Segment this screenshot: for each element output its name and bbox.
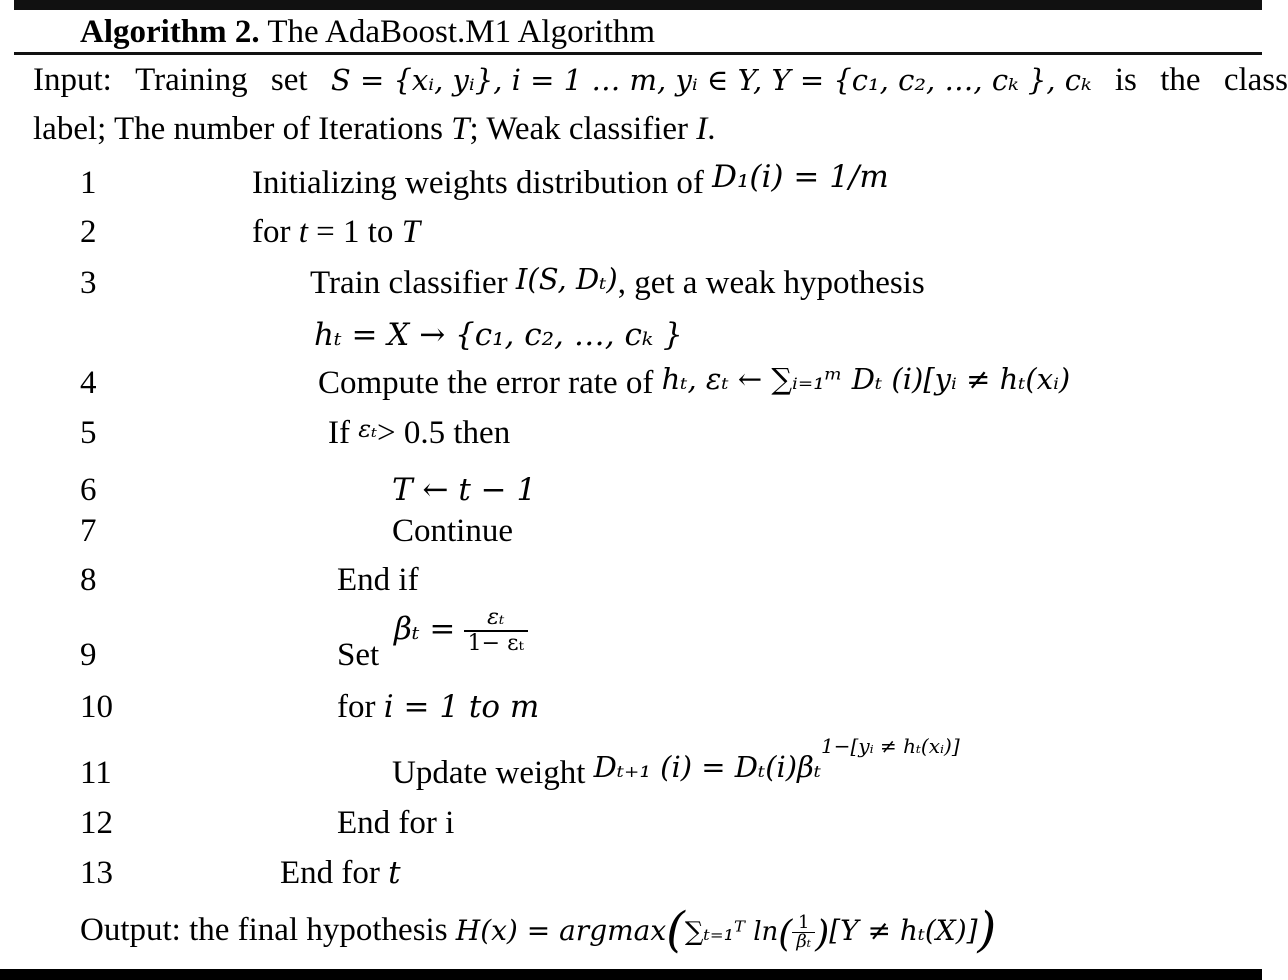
input-word: set	[270, 62, 308, 98]
input-line-1	[33, 60, 1288, 100]
input-text: label; The number of Iterations	[33, 111, 452, 147]
fraction-numerator: εₜ	[464, 606, 528, 632]
output-formula	[455, 902, 997, 958]
title-rule	[14, 52, 1262, 55]
fraction-numerator: 1	[792, 914, 815, 933]
step-text: for	[252, 214, 299, 250]
top-rule	[14, 0, 1262, 10]
fraction-denominator: βₜ	[796, 931, 812, 952]
title-text: The AdaBoost.M1 Algorithm	[267, 14, 656, 50]
input-word: Training	[135, 62, 248, 98]
fraction	[464, 606, 528, 656]
step-text: End for i	[337, 805, 455, 841]
step-math: D₁(i) = 1/m	[712, 159, 889, 195]
step-number: 6	[80, 472, 97, 508]
step-var: t	[388, 855, 401, 891]
step-12	[337, 803, 454, 843]
step-text: End if	[337, 562, 419, 598]
step-3	[310, 263, 925, 303]
step-math: i = 1 to m	[383, 689, 540, 725]
input-word: the	[1160, 62, 1201, 98]
step-2	[252, 212, 420, 252]
output-math: H(x) = arg	[455, 914, 608, 947]
step-text: Initializing weights distribution of	[252, 165, 713, 201]
step-math: I(S, Dₜ)	[515, 262, 618, 296]
step-number: 11	[80, 755, 112, 791]
step-7	[392, 511, 513, 551]
step-number: 13	[80, 855, 113, 891]
step-math: hₜ = X → {c₁, c₂, …, cₖ }	[314, 317, 683, 353]
step-text: Continue	[392, 513, 513, 549]
step-8	[337, 560, 419, 600]
step-math: T ← t − 1	[392, 472, 537, 508]
input-word: class	[1223, 62, 1288, 98]
fraction	[792, 914, 815, 951]
step-math: βₜ =	[394, 611, 456, 647]
paren-close: )	[977, 902, 997, 958]
step-number: 9	[80, 637, 97, 673]
step-text: Compute the error rate of	[318, 365, 662, 401]
step-13	[280, 853, 401, 893]
step-text: , get a weak hypothesis	[617, 265, 925, 301]
step-text: > 0.5 then	[377, 415, 511, 451]
step-number: 2	[80, 214, 97, 250]
step-text: Train classifier	[310, 265, 516, 301]
classifier-symbol: I	[696, 111, 708, 147]
paren-open: (	[778, 914, 793, 955]
input-label: Input:	[33, 62, 112, 98]
paren-close: )	[815, 914, 830, 955]
step-number: 12	[80, 805, 113, 841]
step-number: 4	[80, 365, 97, 401]
output-line	[80, 902, 997, 958]
step-text: for	[337, 689, 384, 725]
input-set-expression: S = {xᵢ, yᵢ}, i = 1 … m, yᵢ ∈ Y, Y = {c₁, c₂, …, cₖ }, cₖ	[330, 63, 1092, 97]
fraction-denominator: 1− εₜ	[467, 631, 524, 657]
step-text: = 1 to	[307, 214, 402, 250]
output-math: [Y ≠ hₜ(X)]	[829, 914, 978, 947]
step-4	[318, 363, 1070, 403]
step-1	[252, 159, 889, 203]
step-text: If	[328, 415, 359, 451]
step-9-formula	[394, 604, 528, 656]
step-exponent: 1−[yᵢ ≠ hₜ(xᵢ)]	[821, 734, 960, 758]
iterations-symbol: T	[451, 111, 470, 147]
step-6	[392, 470, 536, 510]
step-number: 1	[80, 165, 97, 201]
step-text: Update weight	[392, 755, 594, 791]
step-number: 7	[80, 513, 97, 549]
paren-open: (	[666, 902, 685, 958]
title-bold: Algorithm 2.	[80, 14, 260, 50]
step-9-label	[337, 635, 379, 675]
input-word: is	[1114, 62, 1137, 98]
step-5	[328, 413, 510, 455]
output-math: max	[607, 914, 667, 947]
output-sum: ∑ₜ₌₁ᵀ ln	[684, 917, 779, 947]
step-number: 8	[80, 562, 97, 598]
step-math: hₜ, εₜ ← ∑ᵢ₌₁ᵐ Dₜ (i)[yᵢ ≠ hₜ(xᵢ)	[661, 362, 1071, 396]
step-var: T	[401, 214, 421, 250]
input-line-2	[33, 109, 716, 149]
step-math: εₜ	[358, 415, 378, 443]
step-number: 10	[80, 689, 113, 725]
step-var: t	[298, 214, 308, 250]
input-text: ; Weak classifier	[469, 111, 697, 147]
step-number: 3	[80, 265, 97, 301]
input-text: .	[707, 111, 716, 147]
output-label: Output: the final hypothesis	[80, 912, 456, 948]
step-math: Dₜ₊₁ (i) = Dₜ(i)βₜ	[593, 750, 822, 784]
step-text: Set	[337, 637, 380, 673]
step-10	[337, 687, 539, 727]
algorithm-title	[80, 12, 655, 52]
step-number: 5	[80, 415, 97, 451]
bottom-rule	[0, 969, 1262, 980]
step-3-continuation	[314, 315, 683, 355]
step-text: End for	[280, 855, 389, 891]
